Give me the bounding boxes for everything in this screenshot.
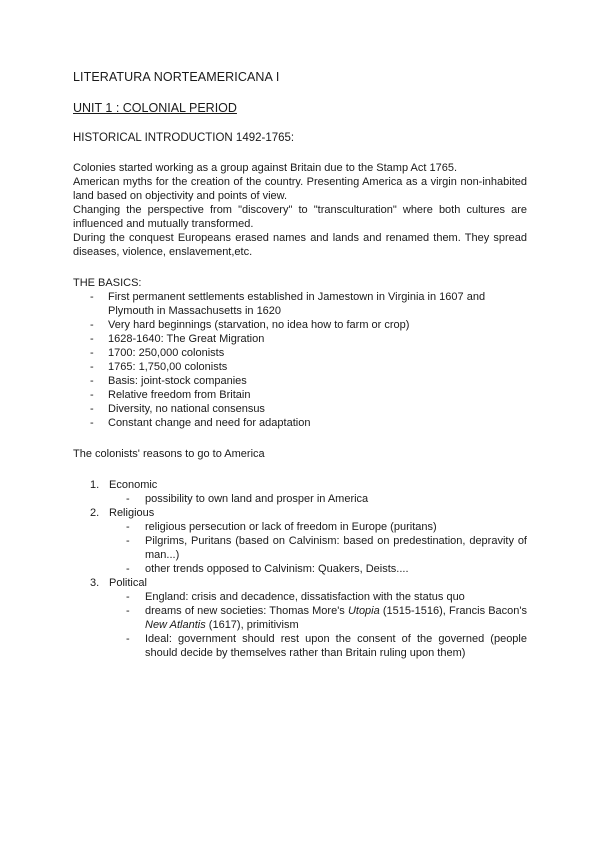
bullet-dash: - [90,319,94,331]
bullet-dash: - [126,591,130,603]
reason-label: Religious [109,507,155,519]
list-item: - 1628-1640: The Great Migration [90,333,265,345]
intro-paragraph: Colonies started working as a group against Britain due to the Stamp Act 1765. [73,162,458,174]
book-title-new-atlantis: New Atlantis [145,619,206,631]
reasons-list [73,478,527,660]
sub-list [109,520,527,576]
bullet-dash: - [90,361,94,373]
document-title: LITERATURA NORTEAMERICANA I [73,70,280,84]
reason-political [73,576,527,660]
bullet-dash: - [126,605,130,617]
sub-list [109,492,527,506]
intro-paragraph: American myths for the creation of the country. Presenting America as a virgin non-inhabited land based on objectivity and points of view. [73,176,527,202]
reason-label: Economic [109,479,158,491]
list-item: - Very hard beginnings (starvation, no idea how to farm or crop) [90,319,410,331]
list-item: - Constant change and need for adaptation [90,417,311,429]
bullet-dash: - [90,403,94,415]
list-item: - dreams of new societies: Thomas More's Utopia (1515-1516), Francis Bacon's New Atlantis (1617), primitivism [126,605,527,631]
bullet-dash: - [90,389,94,401]
list-item: - Relative freedom from Britain [90,389,251,401]
list-item: - 1765: 1,750,00 colonists [90,361,228,373]
basics-list [73,290,527,430]
book-title-utopia: Utopia [347,605,380,617]
bullet-dash: - [126,633,130,645]
document-page [73,70,527,660]
historical-intro-heading: HISTORICAL INTRODUCTION 1492-1765: [73,132,295,144]
list-item: - Pilgrims, Puritans (based on Calvinism: based on predestination, depravity of man...) [126,535,527,561]
reason-economic [73,478,527,506]
bullet-dash: - [126,521,130,533]
reason-religious [73,506,527,576]
list-item: - religious persecution or lack of freedom in Europe (puritans) [126,521,437,533]
intro-paragraph: Changing the perspective from "discovery" to "transculturation" where both cultures are influenced and mutually transformed. [73,204,527,230]
list-item: - 1700: 250,000 colonists [90,347,225,359]
list-item: - Basis: joint-stock companies [90,375,247,387]
list-item: - Ideal: government should rest upon the consent of the governed (people should decide by themselves rather than Britain ruling upon them) [126,633,527,659]
list-item: - First permanent settlements established in Jamestown in Virginia in 1607 and Plymouth in Massachusetts in 1620 [90,291,486,317]
bullet-dash: - [126,493,130,505]
list-number: 1. [90,479,100,491]
intro-paragraph: During the conquest Europeans erased names and lands and renamed them. They spread diseases, violence, enslavement,etc. [73,232,527,258]
bullet-dash: - [90,375,94,387]
basics-heading: THE BASICS: [73,277,142,289]
bullet-dash: - [90,347,94,359]
list-item: - possibility to own land and prosper in America [126,493,369,505]
list-number: 2. [90,507,100,519]
sub-list [109,590,527,660]
bullet-dash: - [90,417,94,429]
list-item: - Diversity, no national consensus [90,403,265,415]
bullet-dash: - [126,535,130,547]
unit-heading: UNIT 1 : COLONIAL PERIOD [73,101,237,115]
reason-label: Political [109,577,147,589]
bullet-dash: - [90,291,94,303]
list-number: 3. [90,577,100,589]
list-item: - other trends opposed to Calvinism: Quakers, Deists.... [126,563,409,575]
list-item: - England: crisis and decadence, dissatisfaction with the status quo [126,591,465,603]
bullet-dash: - [90,333,94,345]
bullet-dash: - [126,563,130,575]
intro-paragraphs [73,161,527,259]
reasons-heading: The colonists' reasons to go to America [73,448,265,460]
